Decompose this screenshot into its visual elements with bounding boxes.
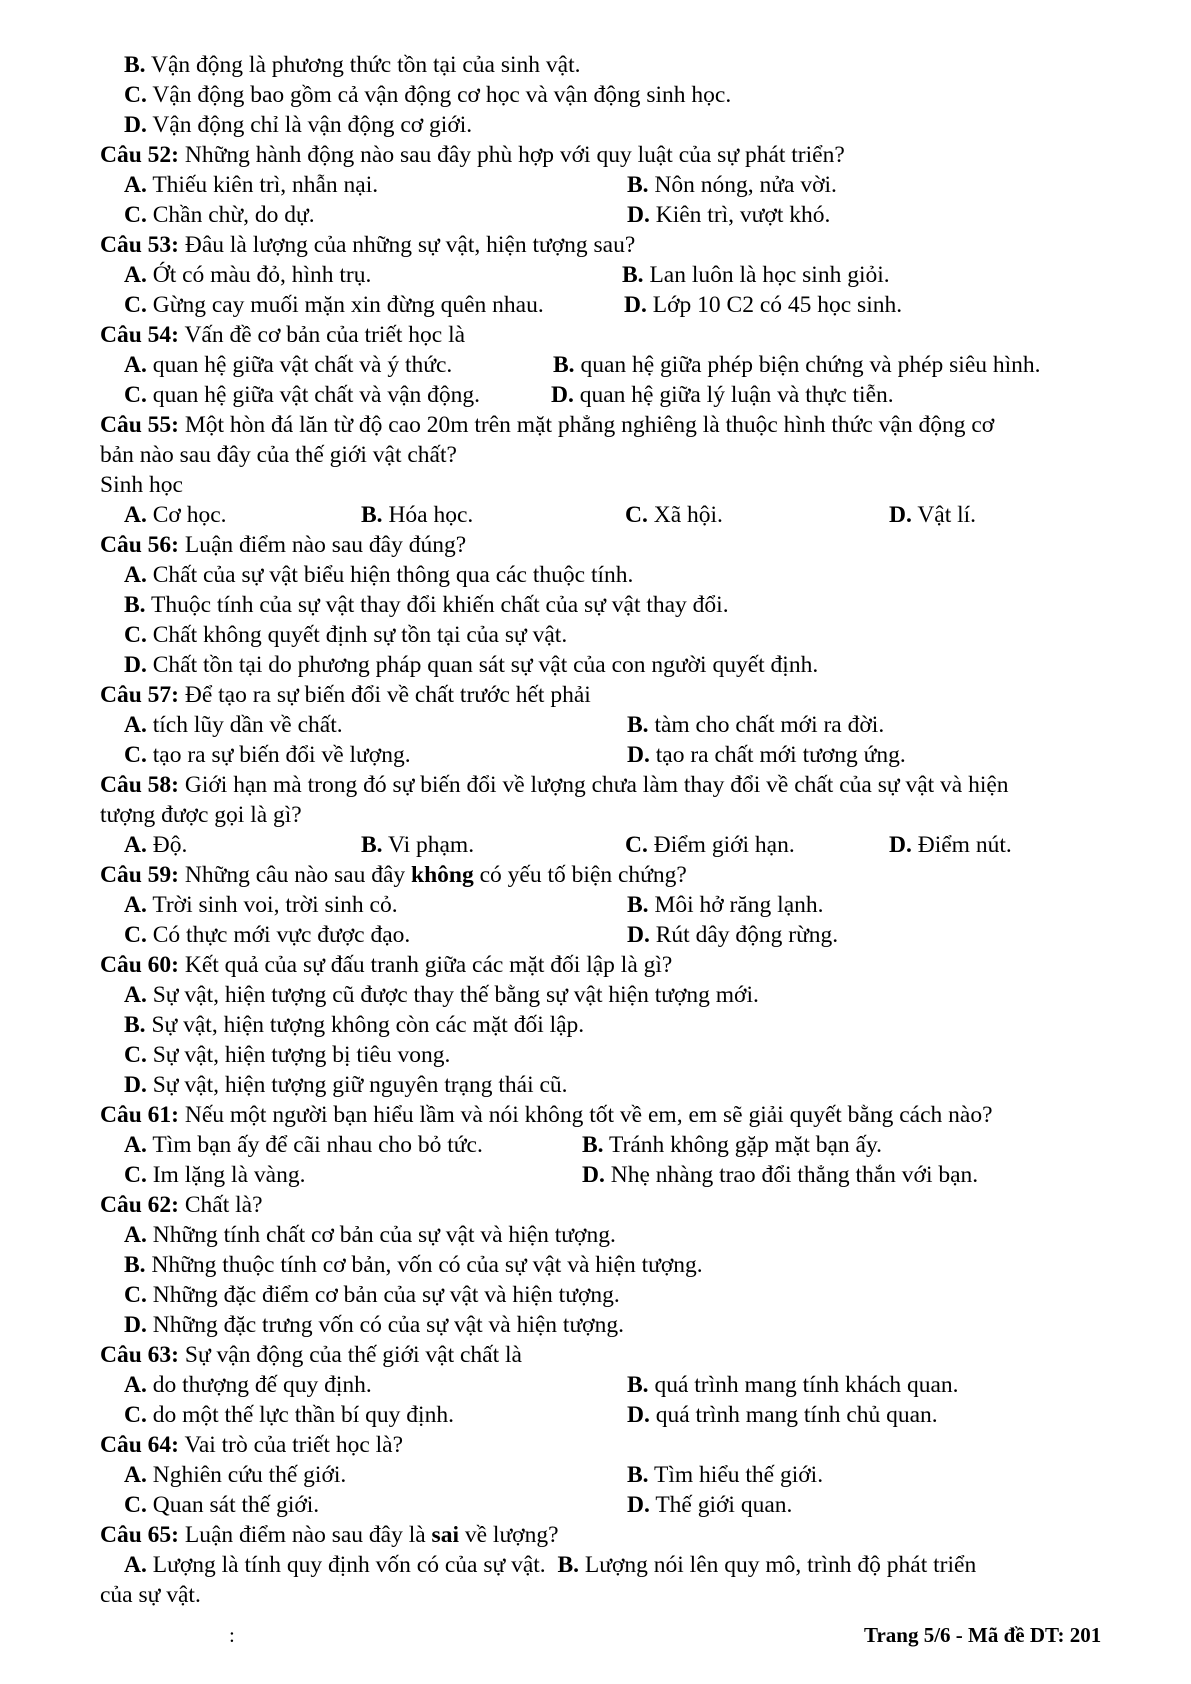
q59-option-d: D. Rút dây động rừng. [627, 922, 839, 948]
q62-option-b: B. Những thuộc tính cơ bản, vốn có của sự vật và hiện tượng. [124, 1252, 703, 1278]
q57-option-a: A. tích lũy dần về chất. [124, 712, 343, 738]
question-55: Câu 55: Một hòn đá lăn từ độ cao 20m trên mặt phẳng nghiêng là thuộc hình thức vận động cơ [100, 412, 995, 438]
q56-option-b: B. Thuộc tính của sự vật thay đổi khiến chất của sự vật thay đổi. [124, 592, 729, 618]
q63-option-c: C. do một thế lực thần bí quy định. [124, 1402, 454, 1428]
q56-option-d: D. Chất tồn tại do phương pháp quan sát sự vật của con người quyết định. [124, 652, 819, 678]
q61-option-b: B. Tránh không gặp mặt bạn ấy. [582, 1132, 883, 1158]
q53-option-b: B. Lan luôn là học sinh giỏi. [622, 262, 890, 288]
q53-option-c: C. Gừng cay muối mặn xin đừng quên nhau. [124, 292, 544, 318]
question-53: Câu 53: Đâu là lượng của những sự vật, hiện tượng sau? [100, 232, 636, 258]
q63-option-a: A. do thượng đế quy định. [124, 1372, 372, 1398]
page-footer-info: Trang 5/6 - Mã đề DT: 201 [864, 1623, 1102, 1647]
question-52: Câu 52: Những hành động nào sau đây phù hợp với quy luật của sự phát triển? [100, 142, 845, 168]
q58-option-c: C. Điểm giới hạn. [625, 832, 795, 858]
q59-option-c: C. Có thực mới vực được đạo. [124, 922, 411, 948]
q57-option-c: C. tạo ra sự biến đổi về lượng. [124, 742, 411, 768]
q56-option-a: A. Chất của sự vật biểu hiện thông qua các thuộc tính. [124, 562, 634, 588]
q55-option-b: B. Hóa học. [361, 502, 474, 528]
q61-option-c: C. Im lặng là vàng. [124, 1162, 306, 1188]
q62-option-d: D. Những đặc trưng vốn có của sự vật và hiện tượng. [124, 1312, 624, 1338]
question-55-extra: Sinh học [100, 472, 183, 498]
option-d-prev: D. Vận động chỉ là vận động cơ giới. [124, 112, 473, 138]
question-59: Câu 59: Những câu nào sau đây không có yếu tố biện chứng? [100, 862, 687, 888]
q52-option-c: C. Chần chừ, do dự. [124, 202, 315, 228]
question-65: Câu 65: Luận điểm nào sau đây là sai về lượng? [100, 1522, 559, 1548]
footer-colon: : [229, 1623, 235, 1647]
q64-option-a: A. Nghiên cứu thế giới. [124, 1462, 347, 1488]
q65-option-b-cont: của sự vật. [100, 1582, 201, 1608]
q55-option-a: A. Cơ học. [124, 502, 227, 528]
q60-option-a: A. Sự vật, hiện tượng cũ được thay thế bằng sự vật hiện tượng mới. [124, 982, 759, 1008]
q61-option-a: A. Tìm bạn ấy để cãi nhau cho bỏ tức. [124, 1132, 483, 1158]
q52-option-d: D. Kiên trì, vượt khó. [627, 202, 831, 228]
q54-option-c: C. quan hệ giữa vật chất và vận động. [124, 382, 481, 408]
q63-option-d: D. quá trình mang tính chủ quan. [627, 1402, 938, 1428]
option-c-prev: C. Vận động bao gồm cả vận động cơ học và vận động sinh học. [124, 82, 732, 108]
q58-option-b: B. Vi phạm. [361, 832, 475, 858]
q53-option-a: A. Ớt có màu đỏ, hình trụ. [124, 262, 372, 288]
q61-option-d: D. Nhẹ nhàng trao đổi thẳng thắn với bạn. [582, 1162, 979, 1188]
q64-option-d: D. Thế giới quan. [627, 1492, 793, 1518]
q57-option-b: B. tàm cho chất mới ra đời. [627, 712, 885, 738]
q63-option-b: B. quá trình mang tính khách quan. [627, 1372, 959, 1398]
q52-option-b: B. Nôn nóng, nửa vời. [627, 172, 837, 198]
q55-option-c: C. Xã hội. [625, 502, 723, 528]
question-56: Câu 56: Luận điểm nào sau đây đúng? [100, 532, 467, 558]
option-b-prev: B. Vận động là phương thức tồn tại của sinh vật. [124, 52, 581, 78]
question-58-cont: tượng được gọi là gì? [100, 802, 302, 828]
q52-option-a: A. Thiếu kiên trì, nhẫn nại. [124, 172, 379, 198]
q64-option-c: C. Quan sát thế giới. [124, 1492, 320, 1518]
q60-option-c: C. Sự vật, hiện tượng bị tiêu vong. [124, 1042, 451, 1068]
q58-option-a: A. Độ. [124, 832, 188, 858]
question-55-cont: bản nào sau đây của thế giới vật chất? [100, 442, 457, 468]
question-62: Câu 62: Chất là? [100, 1192, 263, 1218]
q64-option-b: B. Tìm hiểu thế giới. [627, 1462, 824, 1488]
q60-option-d: D. Sự vật, hiện tượng giữ nguyên trạng thái cũ. [124, 1072, 568, 1098]
q54-option-a: A. quan hệ giữa vật chất và ý thức. [124, 352, 453, 378]
q53-option-d: D. Lớp 10 C2 có 45 học sinh. [624, 292, 903, 318]
q60-option-b: B. Sự vật, hiện tượng không còn các mặt đối lập. [124, 1012, 585, 1038]
question-58: Câu 58: Giới hạn mà trong đó sự biến đổi về lượng chưa làm thay đổi về chất của sự vật và hiện [100, 772, 1009, 798]
q57-option-d: D. tạo ra chất mới tương ứng. [627, 742, 906, 768]
q58-option-d: D. Điểm nút. [889, 832, 1012, 858]
question-64: Câu 64: Vai trò của triết học là? [100, 1432, 404, 1458]
q54-option-b: B. quan hệ giữa phép biện chứng và phép siêu hình. [553, 352, 1041, 378]
q55-option-d: D. Vật lí. [889, 502, 977, 528]
q59-option-b: B. Môi hở răng lạnh. [627, 892, 824, 918]
q54-option-d: D. quan hệ giữa lý luận và thực tiễn. [551, 382, 894, 408]
q62-option-c: C. Những đặc điểm cơ bản của sự vật và hiện tượng. [124, 1282, 620, 1308]
q59-option-a: A. Trời sinh voi, trời sinh cỏ. [124, 892, 398, 918]
question-61: Câu 61: Nếu một người bạn hiểu lầm và nói không tốt về em, em sẽ giải quyết bằng cách nào? [100, 1102, 993, 1128]
question-60: Câu 60: Kết quả của sự đấu tranh giữa các mặt đối lập là gì? [100, 952, 673, 978]
q62-option-a: A. Những tính chất cơ bản của sự vật và hiện tượng. [124, 1222, 616, 1248]
question-63: Câu 63: Sự vận động của thế giới vật chất là [100, 1342, 522, 1368]
question-57: Câu 57: Để tạo ra sự biến đổi về chất trước hết phải [100, 682, 591, 708]
q56-option-c: C. Chất không quyết định sự tồn tại của sự vật. [124, 622, 568, 648]
question-54: Câu 54: Vấn đề cơ bản của triết học là [100, 322, 466, 348]
q65-options-ab: A. Lượng là tính quy định vốn có của sự vật. B. Lượng nói lên quy mô, trình độ phát triển [124, 1552, 977, 1578]
